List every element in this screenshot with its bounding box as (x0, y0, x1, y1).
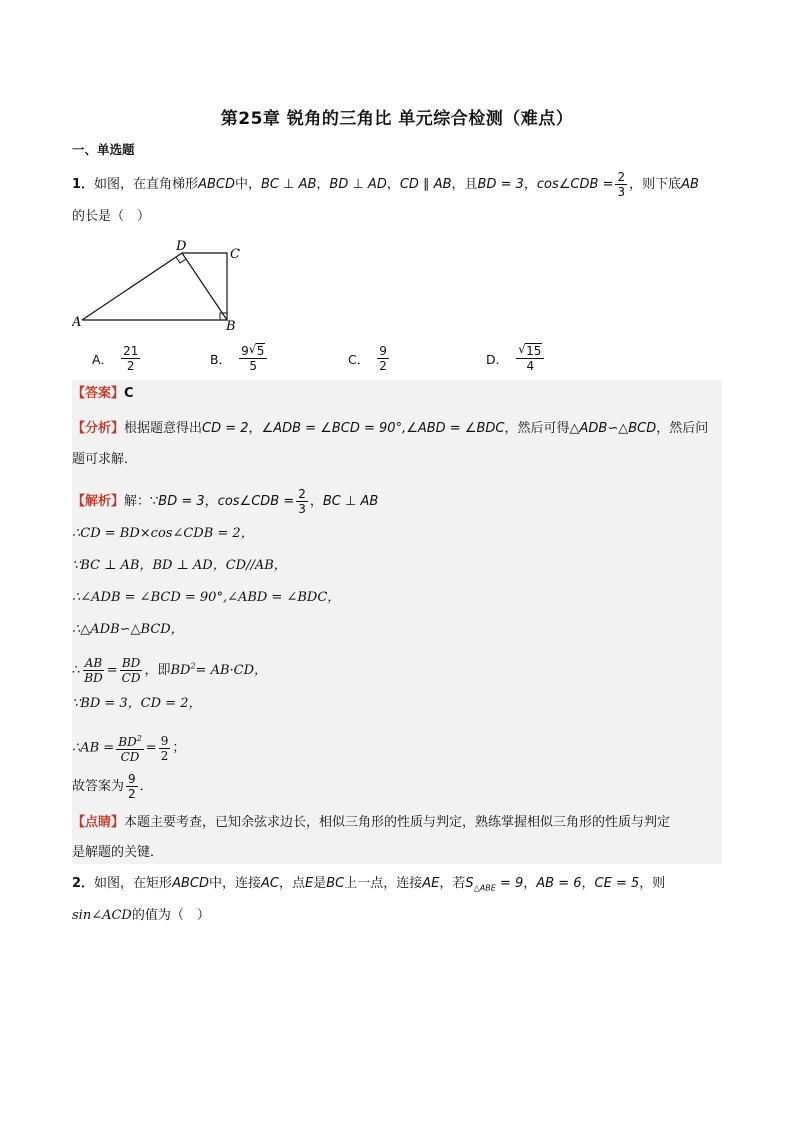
solution-box (72, 380, 722, 864)
diagonal-bd (182, 253, 227, 320)
detail-step-6: ∵BD = 3，CD = 2， (72, 696, 202, 711)
page-title: 第25章 锐角的三角比 单元综合检测（难点） (220, 109, 574, 129)
detail-line-1: 【解析】解：∵BD = 3，cos∠CDB = $\frac{2}{3}$ ，BC ⊥ AB (72, 487, 379, 516)
comment-line-2: 是解题的关键． (72, 845, 164, 860)
label-c: C (230, 247, 240, 262)
section-heading: 一、单选题 (72, 142, 135, 157)
answer-value: C (124, 386, 134, 401)
option-c[interactable]: C． $\frac{9}{2}$ (348, 344, 387, 373)
final-answer-line: 故答案为 $\frac{9}{2}$ ． (72, 772, 153, 801)
right-angle-d (176, 257, 186, 263)
trapezoid-outline (82, 253, 227, 320)
detail-step-2: ∵BC ⊥ AB，BD ⊥ AD，CD//AB， (72, 558, 287, 573)
q1-cos-fraction: $\frac{2}{3}$ (617, 170, 626, 199)
detail-step-5: ∴ $\frac{AB}{BD}$ = $\frac{BD}{CD}$ ，即$BD^2= AB\cdot CD$， (72, 656, 268, 685)
analysis-line-2: 题可求解． (72, 452, 138, 467)
q2-line-2: sin∠ACD的值为（ ） (72, 908, 210, 923)
detail-step-4: ∴△ADB∽△BCD， (72, 622, 184, 637)
q2-number: 2． (72, 876, 95, 891)
detail-step-3: ∴∠ADB = ∠BCD = 90°,∠ABD = ∠BDC， (72, 590, 341, 605)
trapezoid-diagram (72, 238, 252, 333)
q2-line-1: 2．如图，在矩形ABCD中，连接AC，点E是BC上一点，连接AE，若$S_{\triangle ABE} = 9$，AB = 6，CE = 5，则 (72, 876, 666, 893)
option-d[interactable]: D． √ 15 4 (486, 344, 546, 373)
q1-line-2: 的长是（ ） (72, 209, 151, 224)
q1-line-1: 1．如图，在直角梯形ABCD中，BC ⊥ AB，BD ⊥ AD，CD ∥ AB，且BD = 3，cos∠CDB = $\frac{2}{3}$ ，则下底AB (72, 170, 699, 199)
option-a[interactable]: A． $\frac{21}{2}$ (92, 344, 139, 373)
label-d: D (176, 239, 187, 254)
comment-line-1: 【点睛】本题主要考查，已知余弦求边长，相似三角形的性质与判定，熟练掌握相似三角形的性质与判定 (72, 815, 671, 830)
answer-line: 【答案】C (72, 386, 134, 401)
label-a: A (72, 315, 82, 330)
detail-step-1: ∴CD = BD×cos∠CDB = 2， (72, 526, 254, 541)
analysis-line-1: 【分析】根据题意得出CD = 2，∠ADB = ∠BCD = 90°,∠ABD = ∠BDC，然后可得△ADB∽△BCD，然后问 (72, 421, 709, 436)
q1-number: 1． (72, 177, 95, 192)
detail-step-7: ∴AB = $\frac{BD^2}{CD}$ = $\frac{9}{2}$ ； (72, 733, 186, 764)
label-b: B (226, 319, 236, 333)
option-b[interactable]: B． 9 √ 5 5 (210, 344, 269, 373)
